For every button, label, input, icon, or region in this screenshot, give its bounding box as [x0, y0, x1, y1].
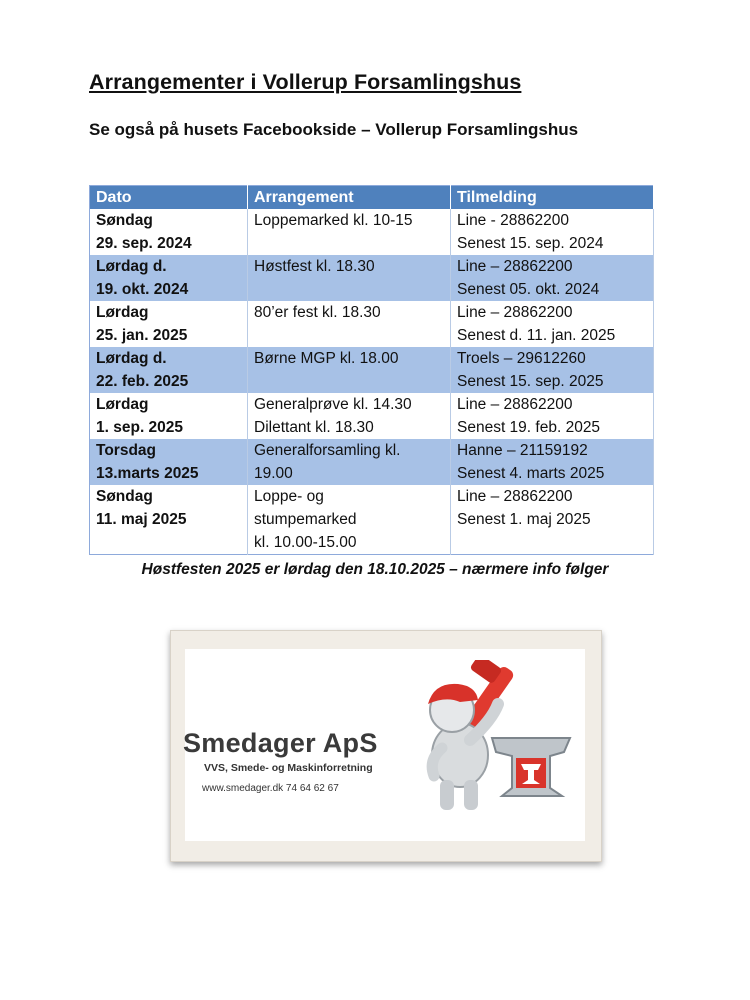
table-row — [90, 485, 654, 555]
event-cell: Generalforsamling kl. 19.00 — [248, 439, 451, 485]
company-contact: www.smedager.dk 74 64 62 67 — [202, 783, 339, 794]
table-row — [90, 393, 654, 439]
event-cell: Høstfest kl. 18.30 — [248, 255, 451, 301]
signup-cell: Line - 28862200 Senest 15. sep. 2024 — [451, 209, 654, 255]
signup-cell: Troels – 29612260 Senest 15. sep. 2025 — [451, 347, 654, 393]
table-row — [90, 255, 654, 301]
signup-cell: Hanne – 21159192 Senest 4. marts 2025 — [451, 439, 654, 485]
event-cell: Loppemarked kl. 10-15 — [248, 209, 451, 255]
events-table — [89, 185, 654, 555]
table-row — [90, 347, 654, 393]
signup-cell: Line – 28862200 Senest d. 11. jan. 2025 — [451, 301, 654, 347]
event-cell: Børne MGP kl. 18.00 — [248, 347, 451, 393]
header-signup: Tilmelding — [451, 186, 654, 210]
date-cell: Lørdag 25. jan. 2025 — [90, 301, 248, 347]
date-cell: Lørdag d. 22. feb. 2025 — [90, 347, 248, 393]
table-header-row — [90, 186, 654, 210]
signup-cell: Line – 28862200 Senest 05. okt. 2024 — [451, 255, 654, 301]
page-subtitle: Se også på husets Facebookside – Vollerup Forsamlingshus — [89, 120, 579, 139]
company-name: Smedager ApS — [183, 728, 378, 758]
table-row — [90, 209, 654, 255]
table-row — [90, 301, 654, 347]
company-tagline: VVS, Smede- og Maskinforretning — [204, 762, 373, 774]
date-cell: Lørdag 1. sep. 2025 — [90, 393, 248, 439]
event-cell: Loppe- og stumpemarked kl. 10.00-15.00 — [248, 485, 451, 555]
date-cell: Torsdag 13.marts 2025 — [90, 439, 248, 485]
plumber-mascot-icon — [400, 660, 580, 820]
table-row — [90, 439, 654, 485]
header-event: Arrangement — [248, 186, 451, 210]
date-cell: Søndag 29. sep. 2024 — [90, 209, 248, 255]
date-cell: Søndag 11. maj 2025 — [90, 485, 248, 555]
header-date: Dato — [90, 186, 248, 210]
event-cell: Generalprøve kl. 14.30 Dilettant kl. 18.30 — [248, 393, 451, 439]
date-cell: Lørdag d. 19. okt. 2024 — [90, 255, 248, 301]
signup-cell: Line – 28862200 Senest 19. feb. 2025 — [451, 393, 654, 439]
signup-cell: Line – 28862200 Senest 1. maj 2025 — [451, 485, 654, 555]
autumn-party-note: Høstfesten 2025 er lørdag den 18.10.2025 – nærmere info følger — [141, 561, 609, 578]
page-title: Arrangementer i Vollerup Forsamlingshus — [89, 70, 522, 94]
anvil-icon — [492, 738, 570, 796]
event-cell: 80’er fest kl. 18.30 — [248, 301, 451, 347]
